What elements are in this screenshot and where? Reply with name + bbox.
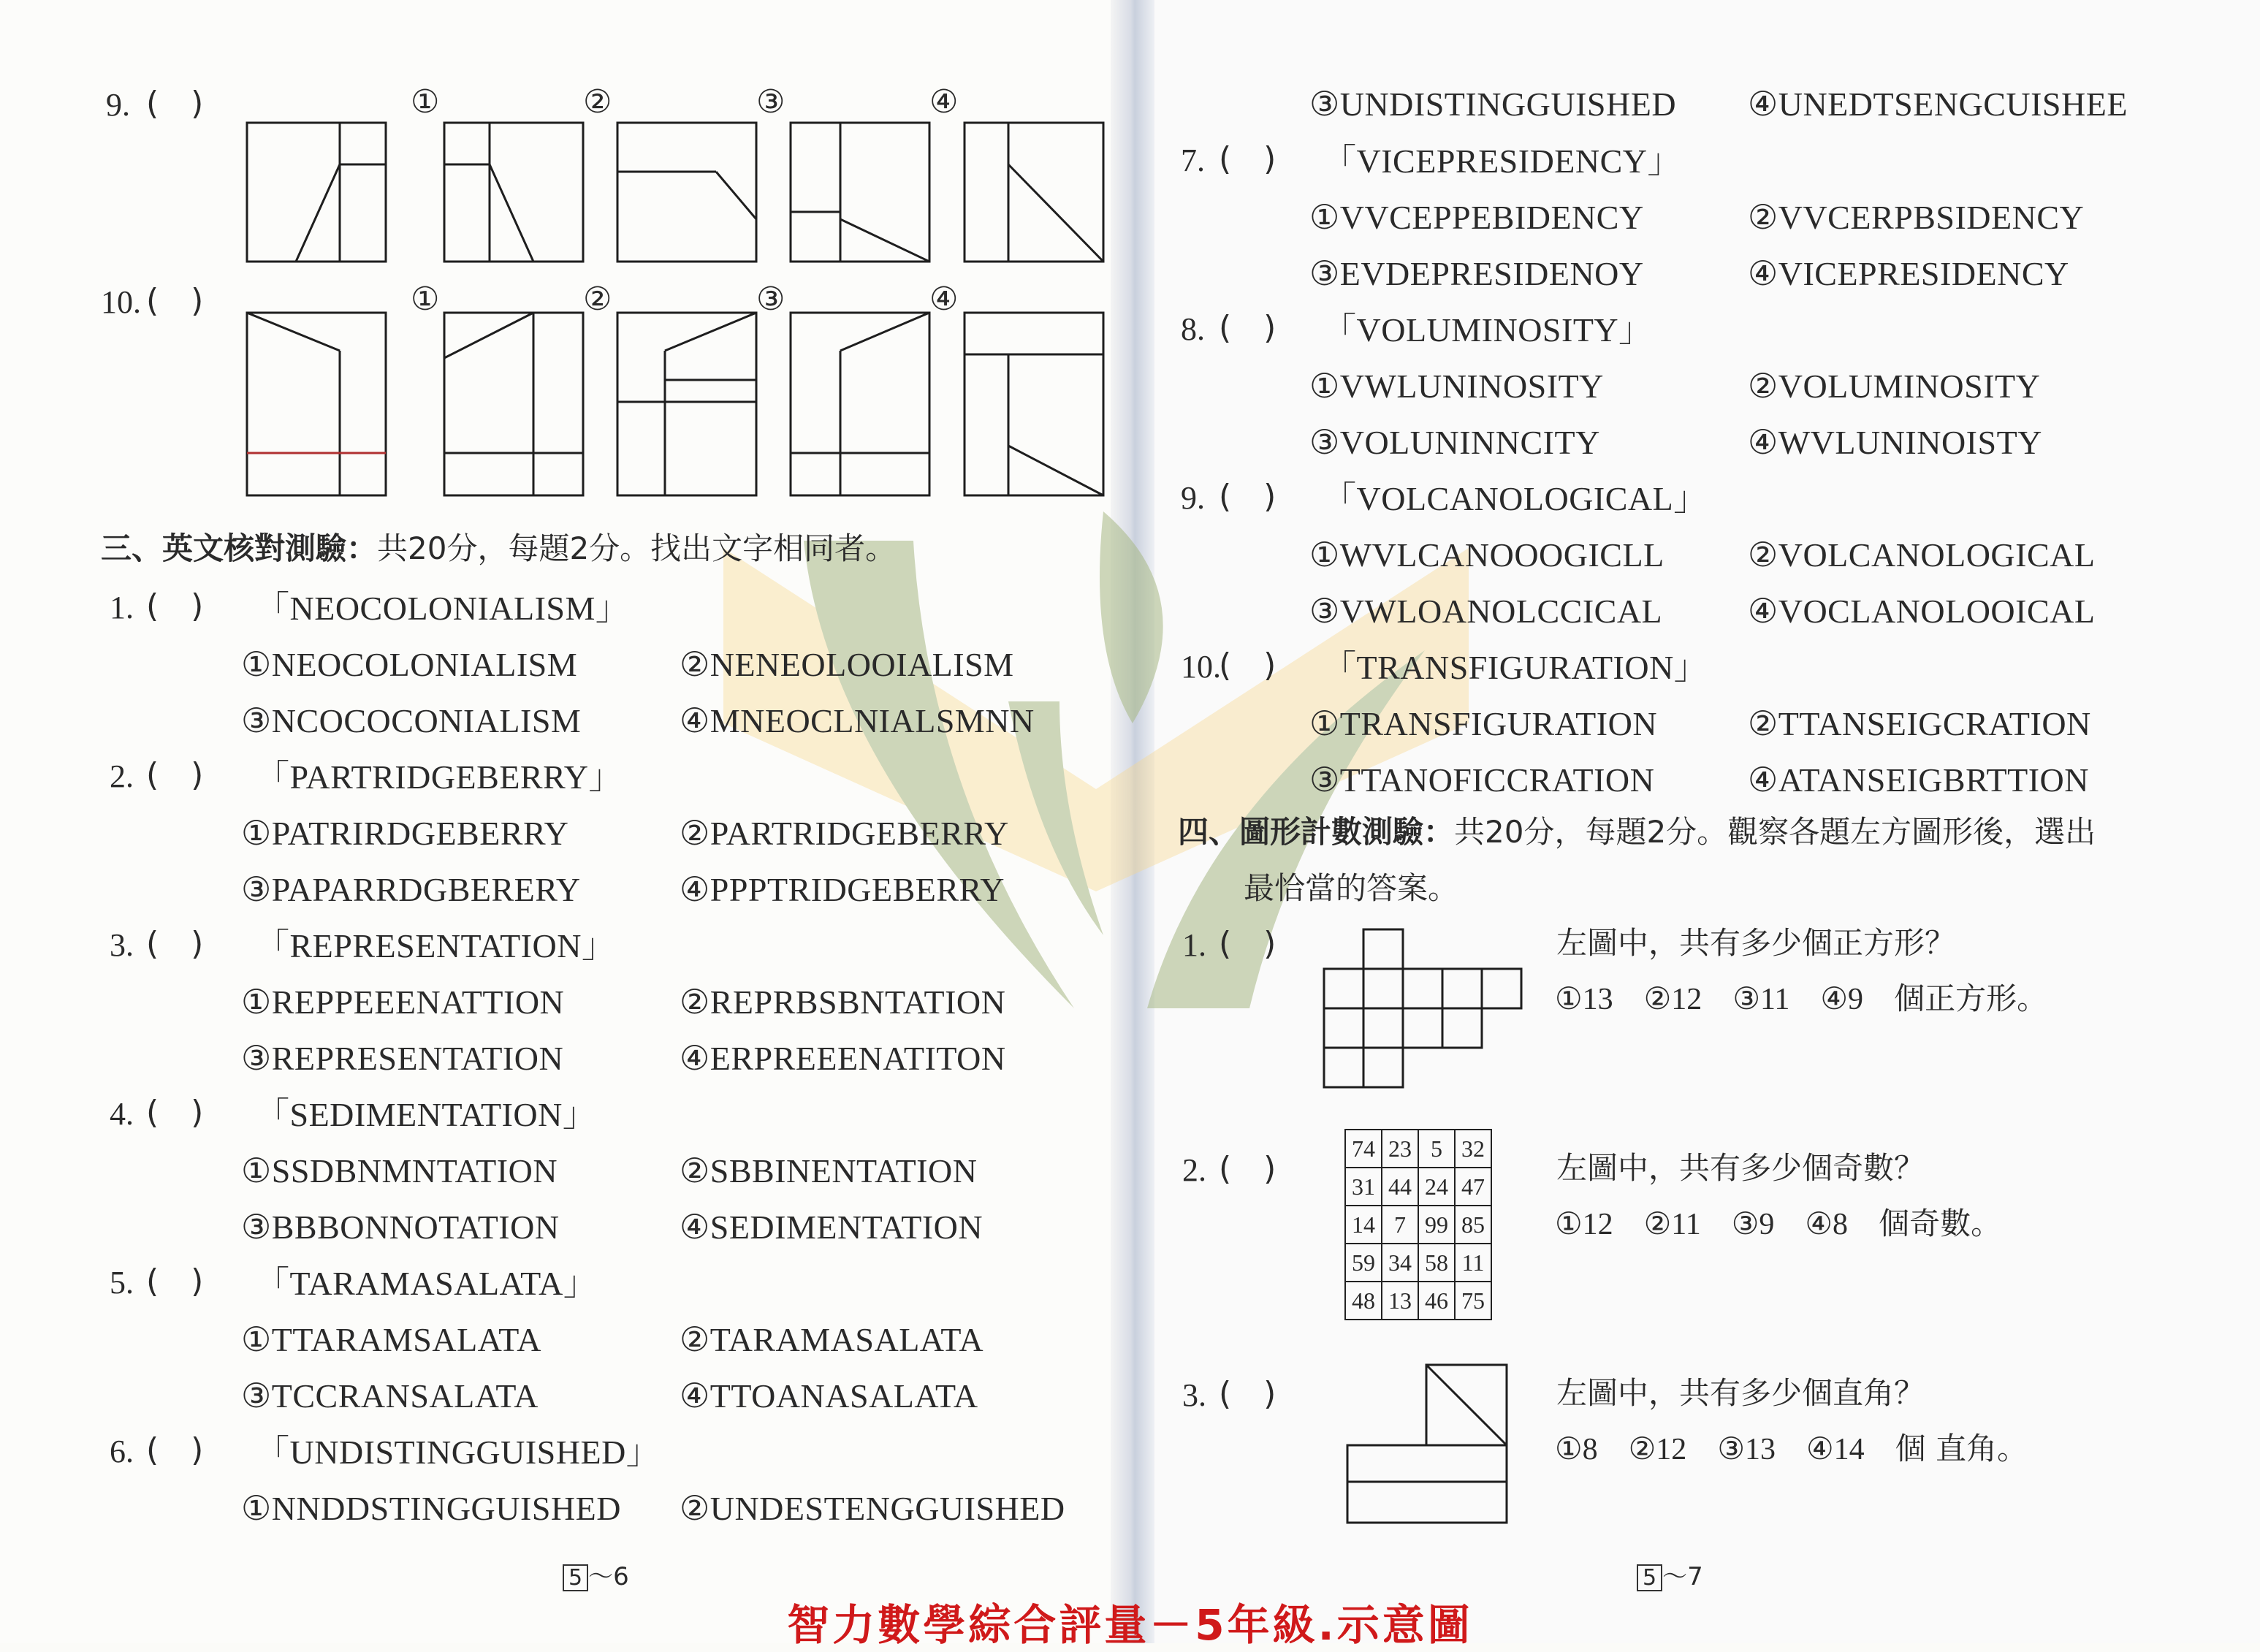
question-10-option-3[interactable]: ③TTANOFICCRATION [1309,761,1655,799]
question-6-option-1[interactable]: ①NNDDSTINGGUISHED [241,1490,621,1527]
figure-q1-unit: 個正方形。 [1894,981,2048,1016]
question-6-target-word: 「UNDISTINGGUISHED」 [256,1434,661,1471]
shape-q9-label-4: ④ [929,83,959,121]
figure-q3-answer-paren[interactable]: ( ) [1219,1375,1277,1412]
number-grid-cell: 85 [1455,1206,1491,1244]
question-4-option-2[interactable]: ②SBBINENTATION [680,1152,978,1189]
figure-q2-answer-paren[interactable]: ( ) [1219,1150,1277,1187]
question-9-number: 9. [1181,480,1205,516]
number-grid-cell: 48 [1345,1282,1382,1320]
number-grid-row [1345,1206,1491,1244]
number-grid-cell: 74 [1345,1130,1382,1168]
number-grid-cell: 47 [1455,1168,1491,1206]
question-6-number: 6. [110,1434,134,1469]
shape-q10-label-2: ② [583,281,612,318]
question-8-option-1[interactable]: ①VWLUNINOSITY [1309,368,1604,405]
question-2-answer-paren[interactable]: ( ) [146,756,204,793]
question-1-option-4[interactable]: ④MNEOCLNIALSMNN [680,702,1035,739]
number-grid-cell: 32 [1455,1130,1491,1168]
number-grid-cell: 7 [1382,1206,1418,1244]
figure-q2-option-3[interactable]: ③9 [1731,1208,1775,1241]
question-10-answer-paren[interactable]: ( ) [1219,647,1277,684]
shape-q9-label-3: ③ [756,83,785,121]
number-grid-cell: 59 [1345,1244,1382,1282]
question-7-option-2[interactable]: ②VVCERPBSIDENCY [1748,199,2085,236]
shape-q9-option-1[interactable] [444,123,583,262]
right-page-number-box: 5 [1637,1564,1662,1591]
question-3-target-word: 「REPRESENTATION」 [256,927,616,964]
number-grid-cell: 23 [1382,1130,1418,1168]
number-grid-row [1345,1282,1491,1320]
figure-q3-options [1555,1431,2028,1466]
question-10-target-word: 「TRANSFIGURATION」 [1323,649,1708,686]
left-page-number-box: 5 [563,1564,588,1591]
figure-q2-option-4[interactable]: ④8 [1805,1208,1849,1241]
figure-q1-option-2[interactable]: ②12 [1643,983,1702,1016]
figure-q1-question: 左圖中，共有多少個正方形？ [1556,925,1956,961]
question-5-option-1[interactable]: ①TTARAMSALATA [241,1321,541,1358]
question-5-target-word: 「TARAMASALATA」 [256,1265,598,1302]
shape-q10-label-4: ④ [929,281,959,318]
question-1-option-3[interactable]: ③NCOCOCONIALISM [241,702,582,739]
figure-q3-number: 3. [1182,1377,1206,1413]
figure-q1-option-3[interactable]: ③11 [1732,983,1790,1016]
shape-q10-answer-paren[interactable]: ( ) [146,282,204,319]
figure-q3-option-4[interactable]: ④14 [1806,1433,1865,1466]
number-grid-cell: 5 [1418,1130,1455,1168]
question-5-option-2[interactable]: ②TARAMASALATA [680,1321,984,1358]
section4-heading [1178,814,2096,850]
number-grid-cell: 11 [1455,1244,1491,1282]
question-1-option-1[interactable]: ①NEOCOLONIALISM [241,646,578,683]
shape-q9-label-2: ② [583,83,612,121]
question-3-answer-paren[interactable]: ( ) [146,925,204,962]
shape-q10-option-4[interactable] [965,313,1103,495]
question-8-option-4[interactable]: ④WVLUNINOISTY [1748,424,2042,461]
question-3-option-3[interactable]: ③REPRESENTATION [241,1040,564,1077]
number-grid-row [1345,1168,1491,1206]
question-8-number: 8. [1181,311,1205,347]
left-page-number [563,1556,629,1592]
question-8-option-3[interactable]: ③VOLUNINNCITY [1309,424,1600,461]
shape-q9-number: 9. [106,87,130,123]
question-3-number: 3. [110,927,134,963]
number-grid-cell: 14 [1345,1206,1382,1244]
number-grid-cell: 44 [1382,1168,1418,1206]
figure-q2-option-2[interactable]: ②11 [1643,1208,1701,1241]
shape-q10-option-1[interactable] [444,313,583,495]
figure-q2-number-grid [1344,1129,1492,1320]
number-grid-row [1345,1130,1491,1168]
question-9-option-1[interactable]: ①WVLCANOOOGICLL [1309,536,1664,574]
shape-q10-label-1: ① [411,281,440,318]
figure-q2-options [1555,1208,2001,1240]
shape-q10-label-3: ③ [756,281,785,318]
section4-description-line2: 最恰當的答案。 [1244,870,1459,906]
question-7-answer-paren[interactable]: ( ) [1219,140,1277,178]
question-7-option-1[interactable]: ①VVCEPPEBIDENCY [1309,199,1644,236]
q6-option-3[interactable]: ③UNDISTINGGUISHED [1309,85,1677,123]
number-grid-cell: 31 [1345,1168,1382,1206]
question-4-answer-paren[interactable]: ( ) [146,1094,204,1131]
figure-q3-option-3[interactable]: ③13 [1717,1433,1776,1466]
section3-title: 三、英文核對測驗： [101,530,378,566]
left-page-number-text: ～6 [588,1562,629,1591]
section3-description: 共20分，每題2分。找出文字相同者。 [377,530,897,566]
shape-q9-answer-paren[interactable]: ( ) [146,85,204,122]
figure-q1-square-grid [1323,926,1527,1095]
question-5-option-4[interactable]: ④TTOANASALATA [680,1377,978,1415]
shape-q9-figures [241,117,1111,263]
figure-q1-answer-paren[interactable]: ( ) [1219,925,1277,962]
shape-q10-reference [247,313,386,495]
question-8-target-word: 「VOLUMINOSITY」 [1323,311,1653,349]
figure-q3-option-1[interactable]: ①8 [1555,1433,1598,1466]
question-2-option-4[interactable]: ④PPPTRIDGEBERRY [680,871,1005,908]
shape-q10-option-3[interactable] [791,313,929,495]
question-7-option-3[interactable]: ③EVDEPRESIDENOY [1309,255,1644,292]
question-2-number: 2. [110,758,134,794]
figure-q3-question: 左圖中，共有多少個直角？ [1556,1375,1925,1411]
question-4-target-word: 「SEDIMENTATION」 [256,1096,597,1133]
question-2-option-3[interactable]: ③PAPARRDGBERERY [241,871,581,908]
figure-q1-options [1555,983,2047,1015]
shape-q9-label-1: ① [411,83,440,121]
section4-title: 四、圖形計數測驗： [1178,814,1455,850]
number-grid-cell: 34 [1382,1244,1418,1282]
question-5-answer-paren[interactable]: ( ) [146,1263,204,1300]
question-2-option-2[interactable]: ②PARTRIDGEBERRY [680,815,1009,852]
question-9-option-2[interactable]: ②VOLCANOLOGICAL [1748,536,2096,574]
question-9-answer-paren[interactable]: ( ) [1219,478,1277,515]
question-5-option-3[interactable]: ③TCCRANSALATA [241,1377,539,1415]
question-8-answer-paren[interactable]: ( ) [1219,309,1277,346]
shape-q10-figures [241,307,1111,497]
question-7-option-4[interactable]: ④VICEPRESIDENCY [1748,255,2069,292]
number-grid-cell: 75 [1455,1282,1491,1320]
question-3-option-2[interactable]: ②REPRBSBNTATION [680,983,1006,1021]
figure-q2-number: 2. [1182,1152,1206,1188]
question-10-option-4[interactable]: ④ATANSEIGBRTTION [1748,761,2089,799]
section4-description-line1: 共20分，每題2分。觀察各題左方圖形後，選出 [1454,814,2096,850]
question-10-option-1[interactable]: ①TRANSFIGURATION [1309,705,1658,742]
figure-q2-unit: 個奇數。 [1879,1206,2002,1241]
question-9-option-4[interactable]: ④VOCLANOLOOICAL [1748,593,2096,630]
shape-q9-option-2[interactable] [617,123,756,262]
figure-q2-question: 左圖中，共有多少個奇數？ [1556,1150,1925,1186]
figure-q3-unit: 個 直角。 [1895,1431,2028,1466]
shape-q10-option-2[interactable] [617,313,756,495]
question-4-option-3[interactable]: ③BBBONNOTATION [241,1208,560,1246]
question-4-option-4[interactable]: ④SEDIMENTATION [680,1208,983,1246]
question-9-target-word: 「VOLCANOLOGICAL」 [1323,480,1708,517]
question-9-option-3[interactable]: ③VWLOANOLCCICAL [1309,593,1663,630]
figure-q1-option-4[interactable]: ④9 [1820,983,1864,1016]
number-grid-cell: 24 [1418,1168,1455,1206]
question-6-option-2[interactable]: ②UNDESTENGGUISHED [680,1490,1065,1527]
question-6-answer-paren[interactable]: ( ) [146,1431,204,1469]
question-10-number: 10. [1181,649,1221,685]
shape-q9-reference [247,123,386,262]
footer-title: 智力數學綜合評量－5年級.示意圖 [787,1600,1473,1650]
question-4-number: 4. [110,1096,134,1132]
figure-q1-option-1[interactable]: ①13 [1555,983,1613,1016]
question-5-number: 5. [110,1265,134,1301]
question-2-option-1[interactable]: ①PATRIRDGEBERRY [241,815,569,852]
question-2-target-word: 「PARTRIDGEBERRY」 [256,758,623,796]
shape-q9-option-3[interactable] [791,123,929,262]
question-4-option-1[interactable]: ①SSDBNMNTATION [241,1152,558,1189]
figure-q2-option-1[interactable]: ①12 [1555,1208,1613,1241]
question-1-option-2[interactable]: ②NENEOLOOIALISM [680,646,1014,683]
question-7-target-word: 「VICEPRESIDENCY」 [1323,142,1682,180]
number-grid-row [1345,1244,1491,1282]
number-grid-cell: 58 [1418,1244,1455,1282]
number-grid-cell: 46 [1418,1282,1455,1320]
number-grid-cell: 99 [1418,1206,1455,1244]
number-grid-cell: 13 [1382,1282,1418,1320]
figure-q1-number: 1. [1182,927,1206,963]
question-3-option-1[interactable]: ①REPPEEENATTION [241,983,565,1021]
q6-option-4[interactable]: ④UNEDTSENGCUISHEE [1748,85,2128,123]
shape-q10-number: 10. [101,284,141,320]
question-1-number: 1. [110,590,134,625]
question-1-answer-paren[interactable]: ( ) [146,587,204,625]
figure-q3-option-2[interactable]: ②12 [1628,1433,1687,1466]
right-page-number [1637,1556,1703,1592]
question-1-target-word: 「NEOCOLONIALISM」 [256,590,630,627]
question-10-option-2[interactable]: ②TTANSEIGCRATION [1748,705,2091,742]
question-8-option-2[interactable]: ②VOLUMINOSITY [1748,368,2041,405]
section3-heading [101,530,897,566]
shape-q9-option-4[interactable] [965,123,1103,262]
right-page-number-text: ～7 [1662,1562,1703,1591]
figure-q3-right-angle-figure [1344,1360,1513,1529]
question-3-option-4[interactable]: ④ERPREEENATITON [680,1040,1006,1077]
question-7-number: 7. [1181,142,1205,178]
